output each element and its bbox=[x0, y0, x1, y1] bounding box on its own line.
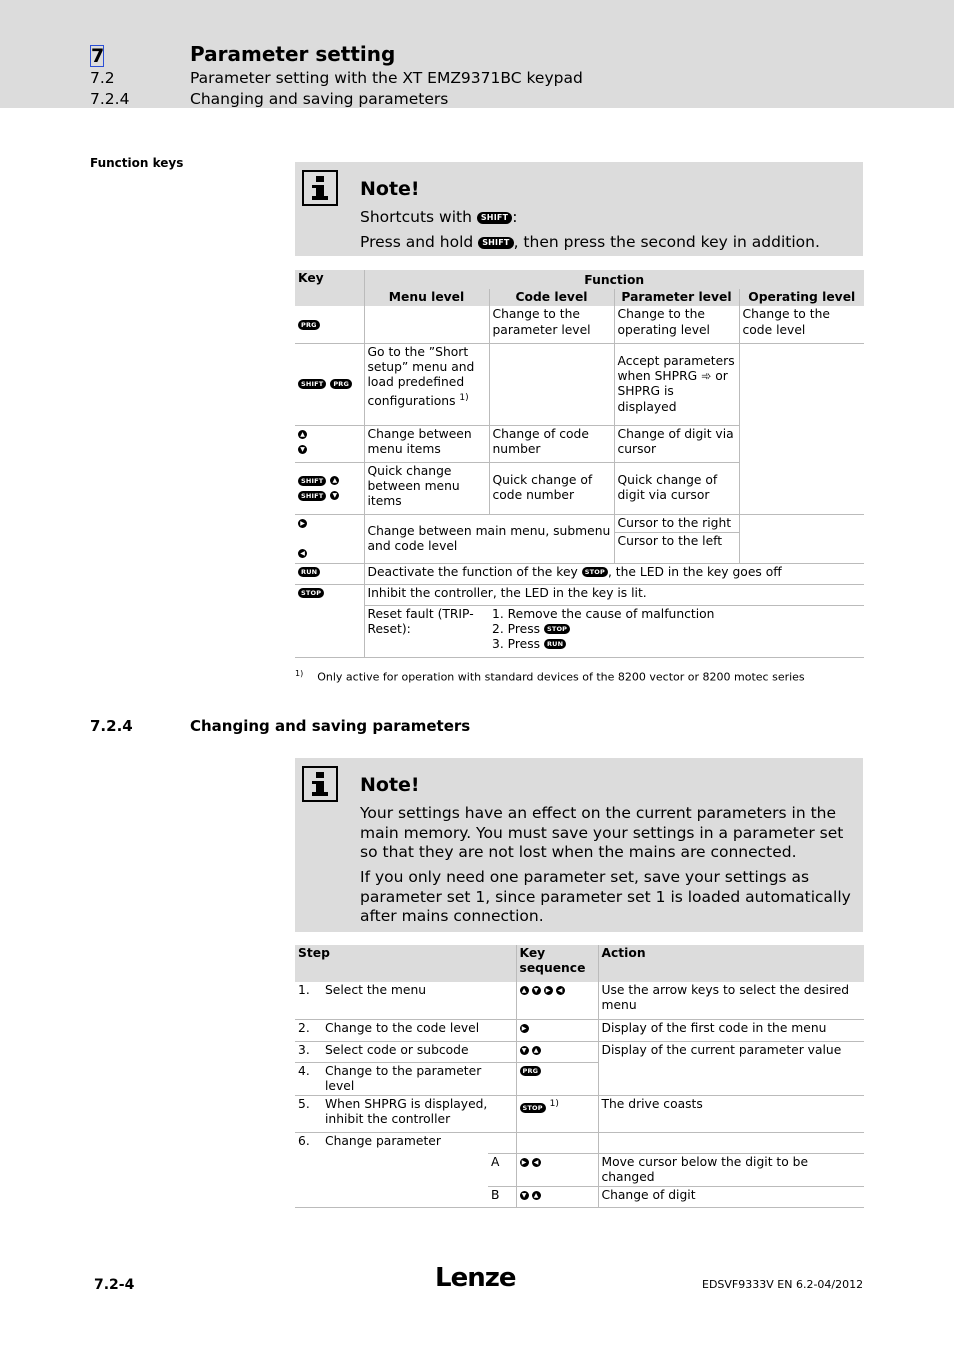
action-text: Display of the current parameter value bbox=[598, 1041, 864, 1095]
shift-key-icon: SHIFT bbox=[298, 379, 326, 389]
note-box-shortcuts bbox=[295, 162, 863, 256]
prg-key-icon: PRG bbox=[330, 379, 352, 389]
function-header: Function bbox=[364, 270, 864, 289]
note-shortcut-line: Shortcuts with SHIFT : bbox=[360, 208, 518, 226]
arrow-down-icon: ▼ bbox=[520, 1191, 529, 1200]
function-keys-label: Function keys bbox=[90, 156, 184, 170]
cell: Change between main menu, submenu and code level bbox=[364, 514, 614, 563]
lenze-logo: Lenze bbox=[435, 1263, 516, 1293]
key-header: Key bbox=[295, 270, 364, 306]
page-number: 7.2-4 bbox=[94, 1277, 135, 1293]
arrow-right-icon: ▶ bbox=[298, 519, 307, 528]
substep-id: A bbox=[488, 1153, 516, 1186]
prg-key-icon: PRG bbox=[298, 320, 320, 330]
stop-key-icon: STOP bbox=[582, 567, 608, 577]
cell: Quick change of digit via cursor bbox=[614, 462, 739, 514]
subsubsection-number: 7.2.4 bbox=[90, 90, 130, 108]
function-keys-table bbox=[295, 270, 864, 658]
step-text: Select code or subcode bbox=[325, 1042, 469, 1057]
action-text: Display of the first code in the menu bbox=[598, 1019, 864, 1041]
cell: Quick change between menu items bbox=[364, 462, 489, 514]
col-parameter-level: Parameter level bbox=[614, 289, 739, 306]
section-title: Changing and saving parameters bbox=[190, 717, 471, 735]
stop-key-icon: STOP bbox=[544, 624, 570, 634]
note-press-hold-line: Press and hold SHIFT , then press the second key in addition. bbox=[360, 233, 820, 251]
shift-key-icon: SHIFT bbox=[477, 212, 512, 224]
col-code-level: Code level bbox=[489, 289, 614, 306]
arrow-up-icon: ▲ bbox=[330, 476, 339, 485]
key-sequence-header: Key sequence bbox=[516, 945, 598, 982]
arrow-right-icon: ▶ bbox=[520, 1024, 529, 1033]
steps-table: Step Key sequence Action 1. Select the menu ▲ ▼ ▶ ◀ Use the arrow keys to select the desired menu 2. Change to the code level ▶ Display of the first code in the menu 3. Select code or subcode ▼ ▲ Display of the current parameter value 4. Change to the parameter level PRG 5. When SHPRG is displayed, inhibit the controller STOP $^{1)}$ The drive coasts 6. Change parameter A ▶ ◀ Move cursor below the digit to be changed B ▼ ▲ Change of digit bbox=[295, 945, 864, 1208]
col-menu-level: Menu level bbox=[364, 289, 489, 306]
run-key-icon: RUN bbox=[298, 567, 320, 577]
arrow-left-icon: ◀ bbox=[556, 986, 565, 995]
cell: Change of digit via cursor bbox=[614, 425, 739, 462]
cell: Change to the parameter level bbox=[489, 306, 614, 343]
cell: Change to the code level bbox=[739, 306, 864, 343]
subsection-title: Parameter setting with the XT EMZ9371BC keypad bbox=[190, 69, 583, 87]
chapter-title: Parameter setting bbox=[190, 42, 396, 66]
cell: Cursor to the left bbox=[617, 534, 723, 549]
step-number: 6. bbox=[298, 1133, 310, 1148]
cell: Deactivate the function of the key STOP , the LED in the key goes off bbox=[364, 563, 864, 584]
cell: Change between menu items bbox=[364, 425, 489, 462]
arrow-up-icon: ▲ bbox=[532, 1191, 541, 1200]
action-text: The drive coasts bbox=[598, 1095, 864, 1132]
arrow-left-icon: ◀ bbox=[298, 549, 307, 558]
step-text: Change parameter bbox=[325, 1133, 441, 1148]
step-number: 5. bbox=[298, 1096, 310, 1111]
run-key-icon: RUN bbox=[544, 639, 566, 649]
subsubsection-title: Changing and saving parameters bbox=[190, 90, 449, 108]
note-box-saving bbox=[295, 758, 863, 932]
step-number: 3. bbox=[298, 1042, 310, 1057]
note-title: Note! bbox=[360, 178, 420, 200]
cell: Quick change of code number bbox=[489, 462, 614, 514]
cell: Reset fault (TRIP-Reset): bbox=[364, 605, 489, 657]
shift-key-icon: SHIFT bbox=[298, 476, 326, 486]
step-number: 2. bbox=[298, 1020, 310, 1035]
arrow-right-icon: ▶ bbox=[544, 986, 553, 995]
info-icon bbox=[302, 170, 338, 206]
cell: Change to the operating level bbox=[614, 306, 739, 343]
arrow-up-icon: ▲ bbox=[298, 430, 307, 439]
step-header: Step bbox=[295, 945, 516, 982]
cell: Go to the ”Short setup” menu and load predefined configurations $^{1)}$ bbox=[364, 343, 489, 425]
footnote: $^{1)}$ Only active for operation with standard devices of the 8200 vector or 8200 motec series bbox=[295, 669, 805, 684]
cell: 1. Remove the cause of malfunction 2. Press STOP 3. Press RUN bbox=[492, 606, 715, 651]
arrow-down-icon: ▼ bbox=[520, 1046, 529, 1055]
arrow-down-icon: ▼ bbox=[298, 445, 307, 454]
substep-id: B bbox=[491, 1188, 500, 1203]
note-paragraph: Your settings have an effect on the current parameters in the main memory. You must save your settings in a parameter set so that they are not lost when the mains are connected. bbox=[360, 804, 844, 862]
shift-key-icon: SHIFT bbox=[478, 237, 513, 249]
action-text: Move cursor below the digit to be changed bbox=[598, 1153, 864, 1186]
document-id: EDSVF9333V EN 6.2-04/2012 bbox=[702, 1278, 864, 1291]
action-text: Change of digit bbox=[598, 1187, 864, 1208]
arrow-up-icon: ▲ bbox=[520, 986, 529, 995]
header-band bbox=[0, 0, 954, 108]
cell: Accept parameters when SHPRG ➾ or SHPRG is displayed bbox=[614, 343, 739, 425]
cell: Inhibit the controller, the LED in the key is lit. bbox=[364, 584, 864, 605]
step-number: 4. bbox=[298, 1063, 310, 1078]
prg-key-icon: PRG bbox=[520, 1066, 542, 1076]
arrow-down-icon: ▼ bbox=[532, 986, 541, 995]
arrow-down-icon: ▼ bbox=[330, 491, 339, 500]
chapter-number[interactable]: 7 bbox=[91, 45, 105, 67]
info-icon bbox=[302, 766, 338, 802]
arrow-up-icon: ▲ bbox=[532, 1046, 541, 1055]
action-header: Action bbox=[598, 945, 864, 982]
cell: Cursor to the right bbox=[615, 515, 739, 533]
note-paragraph: If you only need one parameter set, save your settings as parameter set 1, since parameter set 1 is loaded automatically after mains connection. bbox=[360, 868, 851, 926]
step-text: Change to the code level bbox=[325, 1020, 480, 1035]
stop-key-icon: STOP bbox=[520, 1103, 546, 1113]
arrow-right-icon: ▶ bbox=[520, 1158, 529, 1167]
step-text: When SHPRG is displayed, inhibit the controller bbox=[325, 1096, 488, 1127]
arrow-left-icon: ◀ bbox=[532, 1158, 541, 1167]
step-number: 1. bbox=[298, 983, 310, 997]
shift-key-icon: SHIFT bbox=[298, 491, 326, 501]
note-title: Note! bbox=[360, 774, 420, 796]
cell: Change of code number bbox=[489, 425, 614, 462]
section-number: 7.2.4 bbox=[90, 717, 133, 735]
stop-key-icon: STOP bbox=[298, 588, 324, 598]
action-text: Use the arrow keys to select the desired menu bbox=[598, 982, 864, 1019]
step-text: Select the menu bbox=[325, 983, 427, 997]
step-text: Change to the parameter level bbox=[325, 1063, 482, 1093]
subsection-number: 7.2 bbox=[90, 69, 115, 87]
col-operating-level: Operating level bbox=[739, 289, 864, 306]
